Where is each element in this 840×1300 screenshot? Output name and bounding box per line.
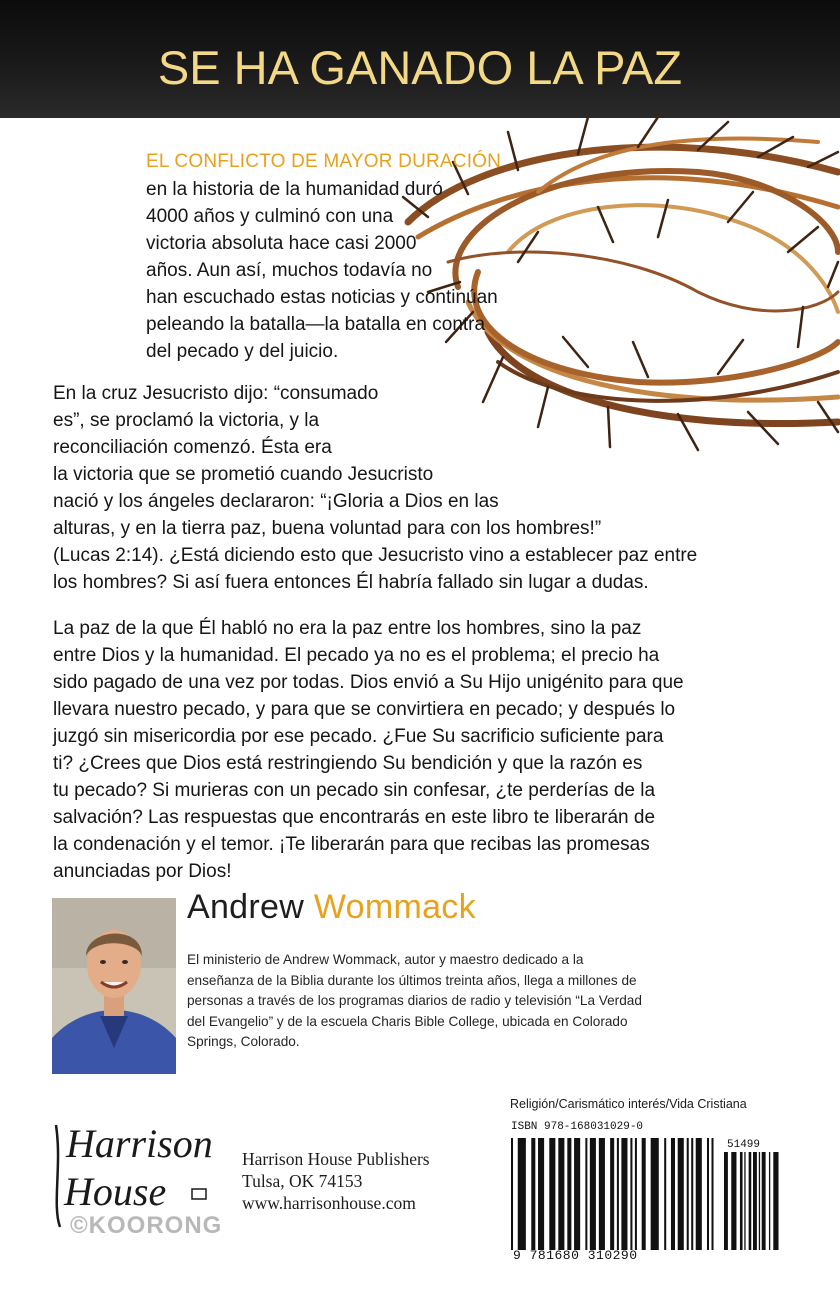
paragraph-2 [53,380,697,596]
text-line: En la cruz Jesucristo dijo: “consumado [53,383,379,404]
paragraph-1 [146,176,498,365]
text-line: tu pecado? Si murieras con un pecado sin confesar, ¿te perderías de la [53,780,656,801]
author-name [187,888,476,927]
barcode-bar [678,1138,684,1250]
isbn-label: ISBN 978-168031029-0 [511,1121,644,1133]
text-line: victoria absoluta hace casi 2000 [146,233,417,254]
text-line: la condenación y el temor. ¡Te liberarán para que recibas las promesas [53,834,650,855]
text-line: nació y los ángeles declararon: “¡Gloria a Dios en las [53,491,499,512]
barcode-bar [691,1138,693,1250]
barcode-bar [687,1138,689,1250]
text-line: en la historia de la humanidad duró [146,179,443,200]
text-line: 4000 años y culminó con una [146,206,394,227]
barcode-bar [585,1138,587,1250]
publisher-info [242,1148,430,1214]
barcode-bar [707,1138,709,1250]
publisher-name: Harrison House Publishers [242,1149,430,1169]
bio-line: El ministerio de Andrew Wommack, autor y maestro dedicado a la [187,952,584,967]
logo-text-line1: Harrison [66,1121,213,1166]
barcode-bar [724,1152,728,1250]
bio-line: Springs, Colorado. [187,1034,300,1049]
barcode-bar [651,1138,659,1250]
barcode-number: 9 781680 310290 [513,1248,638,1263]
barcode-bar [610,1138,614,1250]
barcode-bar [617,1138,619,1250]
barcode-bar [740,1152,743,1250]
barcode-bar [711,1138,713,1250]
barcode-bar [531,1138,535,1250]
barcode-bar [538,1138,544,1250]
barcode-bar [759,1152,760,1250]
barcode-bar [590,1138,596,1250]
text-line: reconciliación comenzó. Ésta era [53,437,332,458]
barcode-bar [731,1152,736,1250]
text-line: han escuchado estas noticias y continúan [146,287,498,308]
barcode-bar [762,1152,766,1250]
barcode-bar [549,1138,555,1250]
barcode-bar [671,1138,675,1250]
price-code: 51499 [727,1139,761,1151]
barcode-bar [518,1138,526,1250]
barcode-bar [630,1138,632,1250]
text-line: la victoria que se prometió cuando Jesucristo [53,464,434,485]
barcode-bar [769,1152,770,1250]
barcode-bar [696,1138,702,1250]
author-last-name: Wommack [313,888,476,926]
barcode-bar [574,1138,580,1250]
logo-text-line2: House [64,1169,167,1214]
barcode-bar [599,1138,605,1250]
bio-line: enseñanza de la Biblia durante los últimos treinta años, llega a millones de [187,972,637,988]
publisher-city: Tulsa, OK 74153 [242,1171,363,1191]
barcode-bar [558,1138,564,1250]
category-label: Religión/Carismático interés/Vida Cristiana [510,1097,747,1111]
paragraph-3 [53,615,684,885]
bio-line: del Evangelio” y de la escuela Charis Bible College, ubicada en Colorado [187,1013,628,1029]
bio-line: personas a través de los programas diarios de radio y televisión “La Verdad [187,993,642,1008]
text-line: alturas, y en la tierra paz, buena voluntad para con los hombres!” [53,518,602,539]
barcode-bar [753,1152,757,1250]
text-line: los hombres? Si así fuera entonces Él habría fallado sin lugar a dudas. [53,572,649,593]
text-line: (Lucas 2:14). ¿Está diciendo esto que Jesucristo vino a establecer paz entre [53,545,698,566]
text-line: La paz de la que Él habló no era la paz entre los hombres, sino la paz [53,618,642,639]
price-barcode [724,1152,782,1250]
text-line: ti? ¿Crees que Dios está restringiendo Su bendición y que la razón es [53,753,643,774]
barcode-bar [642,1138,646,1250]
text-line: es”, se proclamó la victoria, y la [53,410,320,431]
barcode-bar [635,1138,637,1250]
watermark: ©KOORONG [70,1212,223,1239]
text-line: del pecado y del juicio. [146,341,339,362]
text-line: salvación? Las respuestas que encontrarás en este libro te liberarán de [53,807,656,828]
text-line: peleando la batalla—la batalla en contra [146,314,486,335]
book-title: SE HA GANADO LA PAZ [157,41,683,94]
barcode-bar [621,1138,627,1250]
text-line: anunciadas por Dios! [53,861,232,882]
barcode-bar [773,1152,778,1250]
barcode [511,1138,716,1250]
barcode-bar [749,1152,752,1250]
text-line: juzgó sin misericordia por ese pecado. ¿Fue Su sacrificio suficiente para [53,726,664,747]
text-line: entre Dios y la humanidad. El pecado ya no es el problema; el precio ha [53,645,660,666]
barcode-bar [664,1138,666,1250]
author-bio [187,950,642,1053]
text-line: sido pagado de una vez por todas. Dios envió a Su Hijo unigénito para que [53,672,684,693]
barcode-bar [511,1138,513,1250]
text-line: llevara nuestro pecado, y para que se convirtiera en pecado; y después lo [53,699,676,720]
author-first-name: Andrew [187,888,305,926]
barcode-bar [744,1152,745,1250]
publisher-website[interactable]: www.harrisonhouse.com [242,1193,416,1213]
barcode-bar [567,1138,571,1250]
text-line: años. Aun así, muchos todavía no [146,260,433,281]
author-photo [52,898,176,1074]
lead-heading: EL CONFLICTO DE MAYOR DURACIÓN [146,151,502,172]
